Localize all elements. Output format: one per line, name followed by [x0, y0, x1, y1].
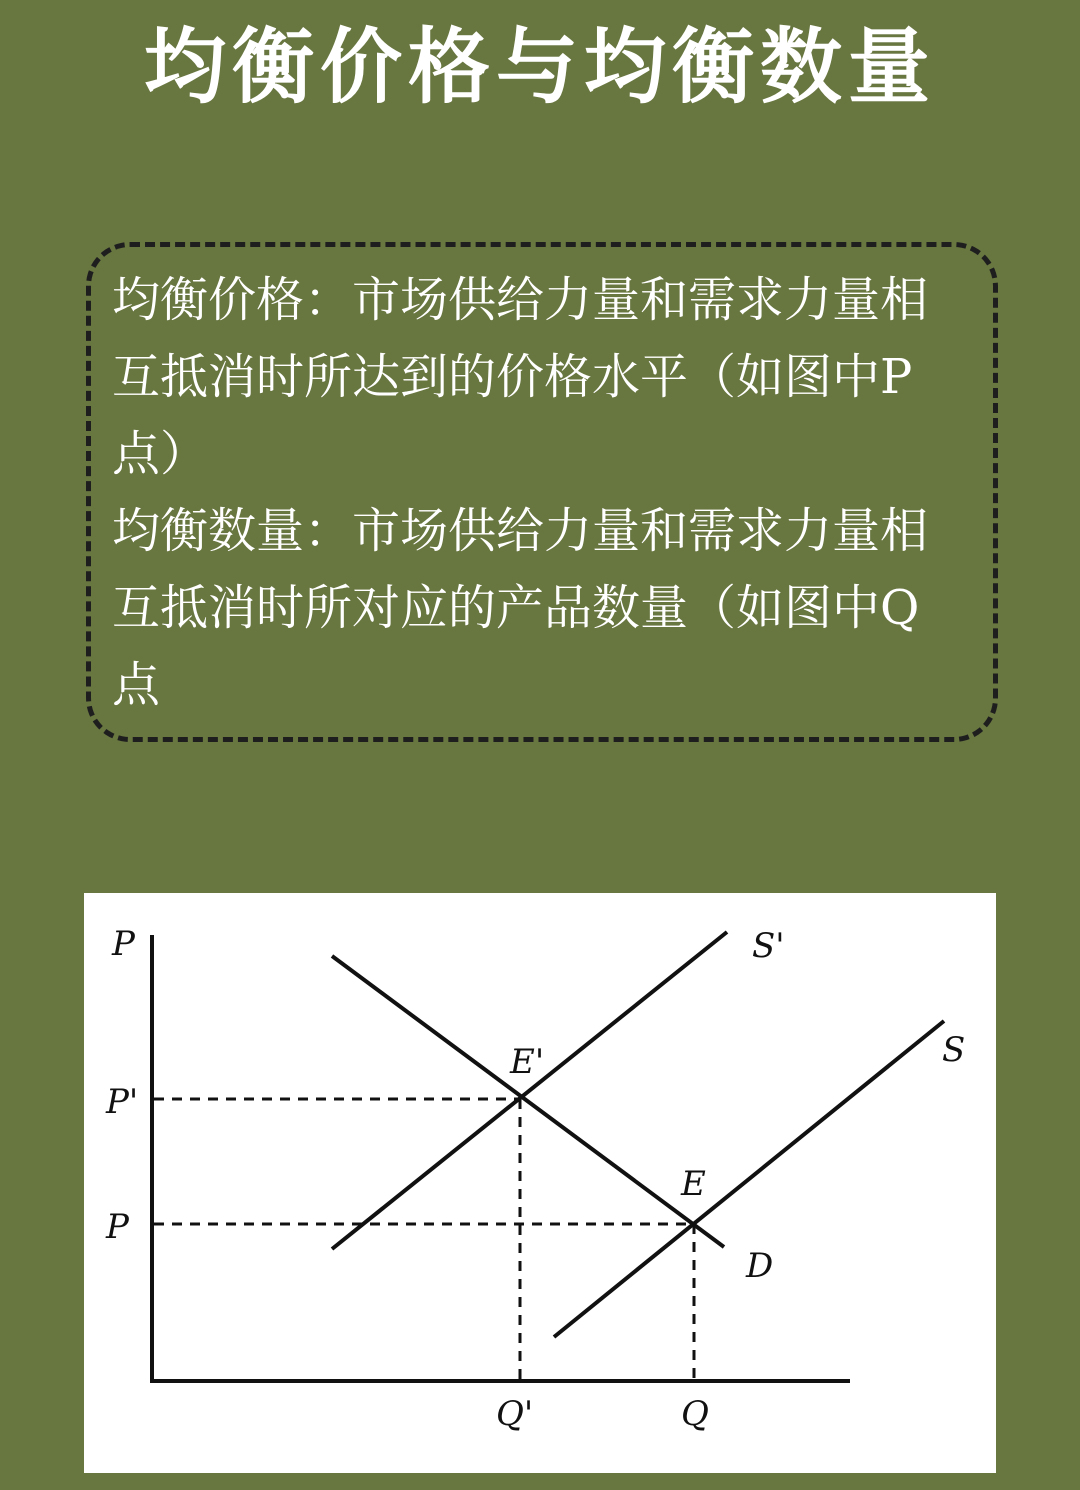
x-tick-q-prime: Q' — [496, 1394, 534, 1434]
y-tick-p-prime: P' — [106, 1082, 139, 1122]
supply-curve-shifted — [332, 932, 727, 1249]
point-label-e-prime: E' — [510, 1042, 545, 1082]
supply-demand-chart — [84, 893, 996, 1473]
y-axis-label: P — [112, 924, 135, 964]
curve-label-d: D — [746, 1246, 774, 1286]
definition-equilibrium-price: 均衡价格：市场供给力量和需求力量相互抵消时所达到的价格水平（如图中P点） — [112, 272, 929, 482]
curve-label-s-prime: S' — [752, 926, 785, 966]
y-tick-p: P — [106, 1207, 129, 1247]
point-label-e: E — [681, 1164, 706, 1204]
definition-equilibrium-quantity: 均衡数量：市场供给力量和需求力量相互抵消时所对应的产品数量（如图中Q点 — [112, 503, 929, 713]
chart-panel — [84, 893, 996, 1473]
page-title: 均衡价格与均衡数量 — [143, 20, 936, 115]
x-tick-q: Q — [681, 1394, 709, 1434]
supply-curve — [554, 1021, 944, 1337]
definition-text — [112, 262, 962, 724]
curve-label-s: S — [942, 1030, 966, 1070]
